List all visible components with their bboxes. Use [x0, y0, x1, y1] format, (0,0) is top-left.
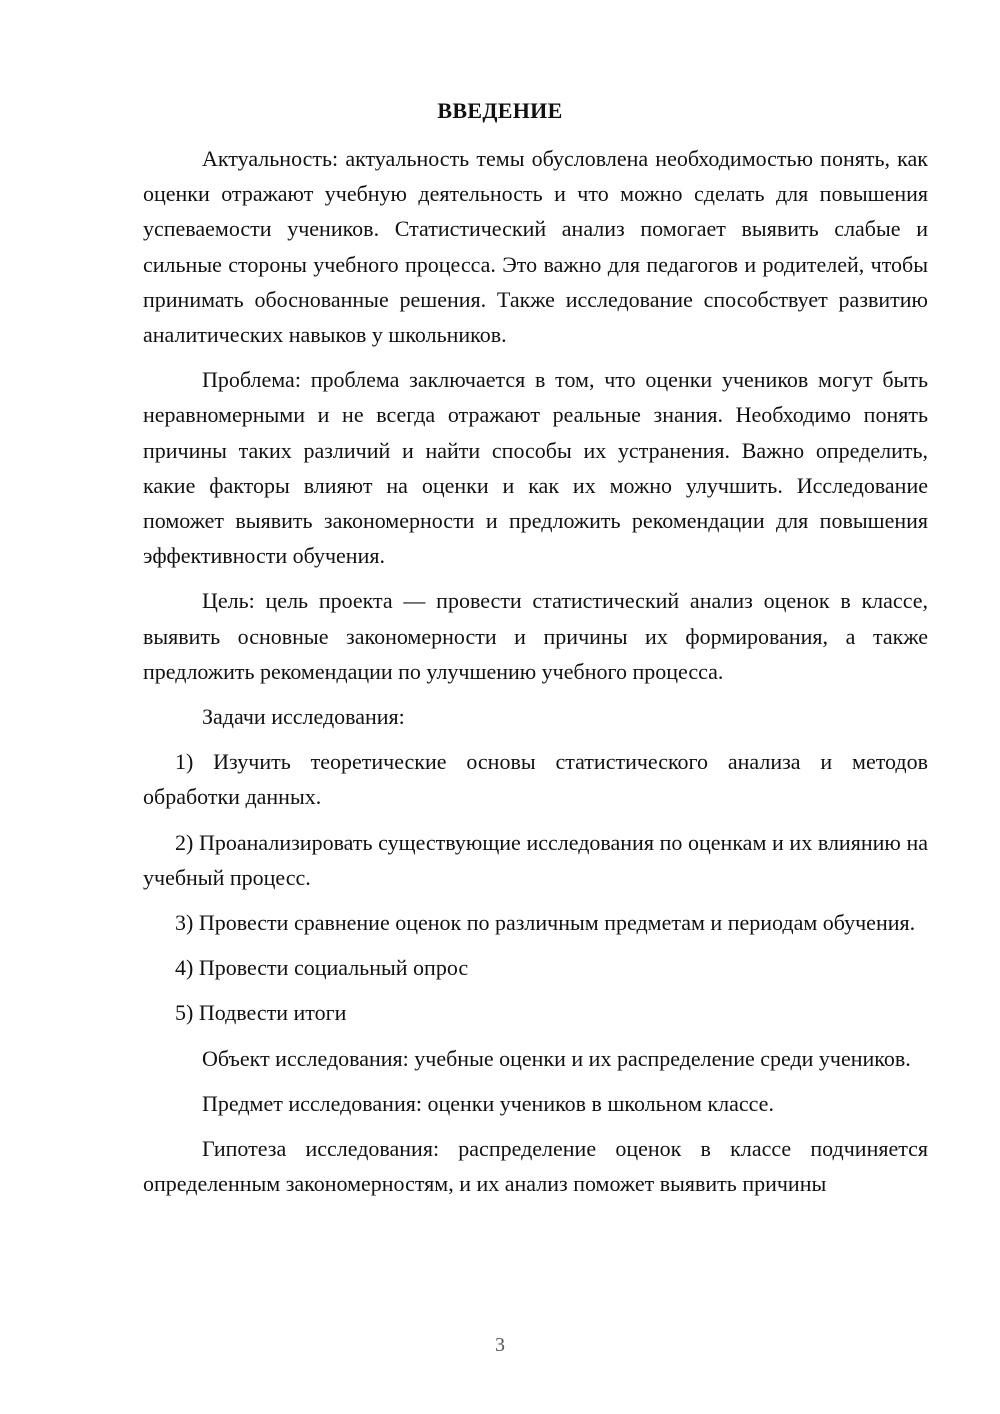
task-item-1: 1) Изучить теоретические основы статистического анализа и методов обработки данных.	[143, 749, 928, 810]
paragraph-goal: Цель: цель проекта — провести статистический анализ оценок в классе, выявить основные закономерности и причины их формирования, а также предложить рекомендации по улучшению учебного процесса.	[143, 588, 928, 684]
task-item-2: 2) Проанализировать существующие исследования по оценкам и их влиянию на учебный процесс.	[143, 829, 928, 890]
paragraph-problem: Проблема: проблема заключается в том, что оценки учеников могут быть неравномерными и не всегда отражают реальные знания. Необходимо понять причины таких различий и найти способы их устранения. Важно определить, какие факторы влияют на оценки и как их можно улучшить. Исследование поможет выявить закономерности и предложить рекомендации для повышения эффективности обучения.	[143, 367, 928, 569]
section-heading: ВВЕДЕНИЕ	[437, 98, 563, 123]
paragraph-subject: Предмет исследования: оценки учеников в школьном классе.	[202, 1090, 774, 1116]
task-item-4: 4) Провести социальный опрос	[175, 955, 469, 981]
paragraph-tasks-heading: Задачи исследования:	[202, 704, 405, 730]
task-item-3: 3) Провести сравнение оценок по различным предметам и периодам обучения.	[175, 910, 916, 936]
paragraph-hypothesis: Гипотеза исследования: распределение оценок в классе подчиняется определенным закономерностям, и их анализ поможет выявить причины	[143, 1136, 928, 1197]
page-number: 3	[495, 1334, 505, 1356]
task-item-5: 5) Подвести итоги	[175, 1000, 347, 1026]
paragraph-relevance: Актуальность: актуальность темы обусловлена необходимостью понять, как оценки отражают учебную деятельность и что можно сделать для повышения успеваемости учеников. Статистический анализ помогает выявить слабые и сильные стороны учебного процесса. Это важно для педагогов и родителей, чтобы принимать обоснованные решения. Также исследование способствует развитию аналитических навыков у школьников.	[143, 146, 928, 348]
body-text	[143, 141, 928, 1211]
paragraph-object: Объект исследования: учебные оценки и их распределение среди учеников.	[202, 1045, 911, 1071]
